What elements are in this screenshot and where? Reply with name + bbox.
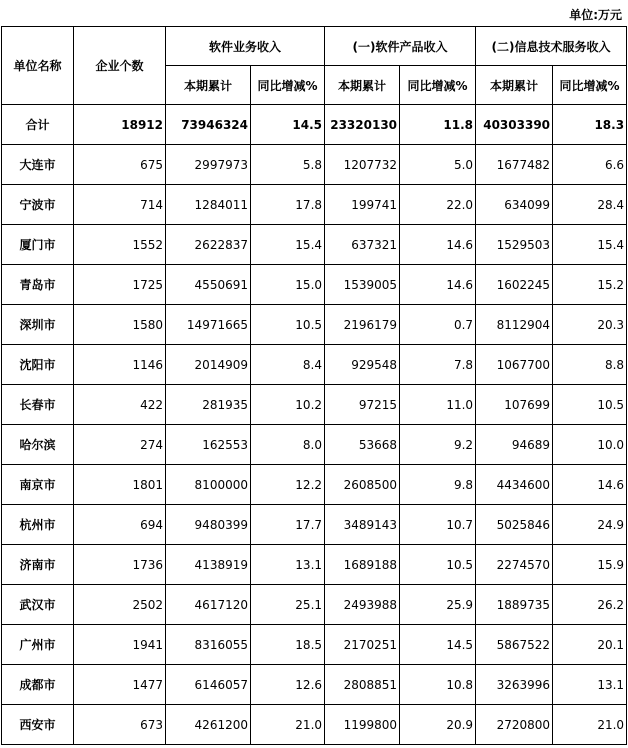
- cell-it-cumulative: 1529503: [476, 225, 553, 265]
- header-prod-yoy: 同比增减%: [400, 66, 476, 105]
- cell-it-cumulative: 1067700: [476, 345, 553, 385]
- cell-it-yoy: 26.2: [553, 585, 627, 625]
- cell-sw-cumulative: 1284011: [166, 185, 251, 225]
- cell-unit-name: 南京市: [2, 465, 74, 505]
- cell-unit-name: 大连市: [2, 145, 74, 185]
- cell-it-yoy: 20.1: [553, 625, 627, 665]
- cell-sw-yoy: 25.1: [251, 585, 325, 625]
- cell-prod-cumulative: 1199800: [325, 705, 400, 745]
- header-unit-name: 单位名称: [2, 27, 74, 105]
- cell-unit-name: 深圳市: [2, 305, 74, 345]
- cell-prod-yoy: 22.0: [400, 185, 476, 225]
- cell-it-cumulative: 2720800: [476, 705, 553, 745]
- cell-sw-yoy: 18.5: [251, 625, 325, 665]
- cell-it-yoy: 21.0: [553, 705, 627, 745]
- table-row: [2, 345, 627, 385]
- cell-it-cumulative: 1677482: [476, 145, 553, 185]
- cell-it-yoy: 13.1: [553, 665, 627, 705]
- cell-sw-yoy: 14.5: [251, 105, 325, 145]
- cell-prod-cumulative: 1539005: [325, 265, 400, 305]
- cell-prod-cumulative: 23320130: [325, 105, 400, 145]
- cell-sw-cumulative: 8316055: [166, 625, 251, 665]
- cell-sw-yoy: 21.0: [251, 705, 325, 745]
- cell-it-cumulative: 5025846: [476, 505, 553, 545]
- cell-it-yoy: 15.2: [553, 265, 627, 305]
- cell-unit-name: 西安市: [2, 705, 74, 745]
- cell-sw-cumulative: 4138919: [166, 545, 251, 585]
- cell-unit-name: 武汉市: [2, 585, 74, 625]
- cell-sw-cumulative: 4617120: [166, 585, 251, 625]
- cell-enterprise-count: 274: [74, 425, 166, 465]
- cell-it-cumulative: 4434600: [476, 465, 553, 505]
- cell-prod-cumulative: 2608500: [325, 465, 400, 505]
- cell-it-yoy: 15.9: [553, 545, 627, 585]
- cell-it-cumulative: 40303390: [476, 105, 553, 145]
- cell-enterprise-count: 2502: [74, 585, 166, 625]
- cell-sw-yoy: 12.6: [251, 665, 325, 705]
- cell-enterprise-count: 1941: [74, 625, 166, 665]
- cell-enterprise-count: 714: [74, 185, 166, 225]
- cell-prod-yoy: 5.0: [400, 145, 476, 185]
- cell-prod-yoy: 7.8: [400, 345, 476, 385]
- cell-sw-yoy: 8.4: [251, 345, 325, 385]
- cell-it-yoy: 15.4: [553, 225, 627, 265]
- cell-enterprise-count: 694: [74, 505, 166, 545]
- cell-sw-cumulative: 4261200: [166, 705, 251, 745]
- cell-sw-cumulative: 9480399: [166, 505, 251, 545]
- table-row: [2, 625, 627, 665]
- cell-enterprise-count: 673: [74, 705, 166, 745]
- cell-sw-cumulative: 73946324: [166, 105, 251, 145]
- cell-sw-cumulative: 2622837: [166, 225, 251, 265]
- header-sw-cumulative: 本期累计: [166, 66, 251, 105]
- unit-label: 单位:万元: [569, 8, 622, 22]
- cell-it-yoy: 6.6: [553, 145, 627, 185]
- cell-it-yoy: 18.3: [553, 105, 627, 145]
- cell-sw-yoy: 5.8: [251, 145, 325, 185]
- cell-prod-cumulative: 1207732: [325, 145, 400, 185]
- header-sw-yoy: 同比增减%: [251, 66, 325, 105]
- table-row: [2, 505, 627, 545]
- cell-prod-cumulative: 2493988: [325, 585, 400, 625]
- cell-unit-name: 哈尔滨: [2, 425, 74, 465]
- cell-it-yoy: 20.3: [553, 305, 627, 345]
- cell-unit-name: 合计: [2, 105, 74, 145]
- cell-sw-cumulative: 281935: [166, 385, 251, 425]
- header-software-revenue: 软件业务收入: [166, 27, 325, 66]
- cell-it-cumulative: 3263996: [476, 665, 553, 705]
- cell-it-cumulative: 2274570: [476, 545, 553, 585]
- cell-prod-cumulative: 637321: [325, 225, 400, 265]
- cell-sw-yoy: 15.4: [251, 225, 325, 265]
- total-row: [2, 105, 627, 145]
- cell-unit-name: 沈阳市: [2, 345, 74, 385]
- table-row: [2, 545, 627, 585]
- cell-sw-cumulative: 162553: [166, 425, 251, 465]
- revenue-table: [1, 26, 627, 745]
- cell-prod-yoy: 14.5: [400, 625, 476, 665]
- cell-enterprise-count: 1725: [74, 265, 166, 305]
- cell-prod-yoy: 14.6: [400, 225, 476, 265]
- cell-unit-name: 厦门市: [2, 225, 74, 265]
- cell-sw-cumulative: 8100000: [166, 465, 251, 505]
- table-row: [2, 265, 627, 305]
- cell-it-yoy: 8.8: [553, 345, 627, 385]
- cell-prod-cumulative: 1689188: [325, 545, 400, 585]
- cell-it-yoy: 14.6: [553, 465, 627, 505]
- cell-enterprise-count: 675: [74, 145, 166, 185]
- cell-prod-yoy: 9.2: [400, 425, 476, 465]
- cell-sw-yoy: 17.8: [251, 185, 325, 225]
- cell-sw-yoy: 8.0: [251, 425, 325, 465]
- table-row: [2, 465, 627, 505]
- cell-enterprise-count: 1736: [74, 545, 166, 585]
- cell-prod-cumulative: 2808851: [325, 665, 400, 705]
- table-row: [2, 425, 627, 465]
- cell-prod-cumulative: 97215: [325, 385, 400, 425]
- cell-prod-yoy: 10.8: [400, 665, 476, 705]
- cell-unit-name: 宁波市: [2, 185, 74, 225]
- cell-prod-yoy: 20.9: [400, 705, 476, 745]
- cell-sw-yoy: 10.2: [251, 385, 325, 425]
- cell-it-cumulative: 634099: [476, 185, 553, 225]
- table-row: [2, 225, 627, 265]
- table-row: [2, 665, 627, 705]
- cell-unit-name: 青岛市: [2, 265, 74, 305]
- cell-unit-name: 广州市: [2, 625, 74, 665]
- cell-enterprise-count: 1801: [74, 465, 166, 505]
- cell-it-yoy: 28.4: [553, 185, 627, 225]
- cell-unit-name: 杭州市: [2, 505, 74, 545]
- cell-prod-cumulative: 3489143: [325, 505, 400, 545]
- cell-unit-name: 长春市: [2, 385, 74, 425]
- cell-prod-yoy: 0.7: [400, 305, 476, 345]
- cell-prod-yoy: 10.7: [400, 505, 476, 545]
- table-row: [2, 145, 627, 185]
- unit-row: [0, 0, 626, 26]
- cell-enterprise-count: 1477: [74, 665, 166, 705]
- header-it-service-revenue: (二)信息技术服务收入: [476, 27, 627, 66]
- cell-sw-cumulative: 2014909: [166, 345, 251, 385]
- cell-prod-yoy: 10.5: [400, 545, 476, 585]
- cell-sw-yoy: 10.5: [251, 305, 325, 345]
- cell-it-cumulative: 1889735: [476, 585, 553, 625]
- cell-sw-cumulative: 2997973: [166, 145, 251, 185]
- table-row: [2, 705, 627, 745]
- cell-sw-yoy: 13.1: [251, 545, 325, 585]
- cell-prod-yoy: 25.9: [400, 585, 476, 625]
- cell-sw-cumulative: 6146057: [166, 665, 251, 705]
- cell-sw-yoy: 17.7: [251, 505, 325, 545]
- cell-sw-yoy: 15.0: [251, 265, 325, 305]
- cell-it-yoy: 10.0: [553, 425, 627, 465]
- cell-prod-cumulative: 2170251: [325, 625, 400, 665]
- cell-it-cumulative: 1602245: [476, 265, 553, 305]
- cell-prod-cumulative: 53668: [325, 425, 400, 465]
- cell-it-yoy: 10.5: [553, 385, 627, 425]
- cell-unit-name: 济南市: [2, 545, 74, 585]
- table-row: [2, 185, 627, 225]
- cell-prod-yoy: 11.8: [400, 105, 476, 145]
- header-prod-cumulative: 本期累计: [325, 66, 400, 105]
- header-it-cumulative: 本期累计: [476, 66, 553, 105]
- cell-enterprise-count: 1146: [74, 345, 166, 385]
- table-row: [2, 385, 627, 425]
- cell-enterprise-count: 18912: [74, 105, 166, 145]
- cell-prod-cumulative: 2196179: [325, 305, 400, 345]
- cell-prod-cumulative: 929548: [325, 345, 400, 385]
- cell-enterprise-count: 1580: [74, 305, 166, 345]
- cell-it-cumulative: 8112904: [476, 305, 553, 345]
- cell-it-cumulative: 5867522: [476, 625, 553, 665]
- cell-it-cumulative: 107699: [476, 385, 553, 425]
- cell-it-cumulative: 94689: [476, 425, 553, 465]
- table-row: [2, 585, 627, 625]
- header-product-revenue: (一)软件产品收入: [325, 27, 476, 66]
- cell-enterprise-count: 1552: [74, 225, 166, 265]
- header-it-yoy: 同比增减%: [553, 66, 627, 105]
- cell-prod-yoy: 9.8: [400, 465, 476, 505]
- cell-sw-cumulative: 14971665: [166, 305, 251, 345]
- header-enterprise-count: 企业个数: [74, 27, 166, 105]
- cell-prod-cumulative: 199741: [325, 185, 400, 225]
- table-body: [2, 105, 627, 745]
- table-row: [2, 305, 627, 345]
- cell-prod-yoy: 14.6: [400, 265, 476, 305]
- cell-sw-yoy: 12.2: [251, 465, 325, 505]
- cell-sw-cumulative: 4550691: [166, 265, 251, 305]
- cell-it-yoy: 24.9: [553, 505, 627, 545]
- cell-enterprise-count: 422: [74, 385, 166, 425]
- cell-prod-yoy: 11.0: [400, 385, 476, 425]
- cell-unit-name: 成都市: [2, 665, 74, 705]
